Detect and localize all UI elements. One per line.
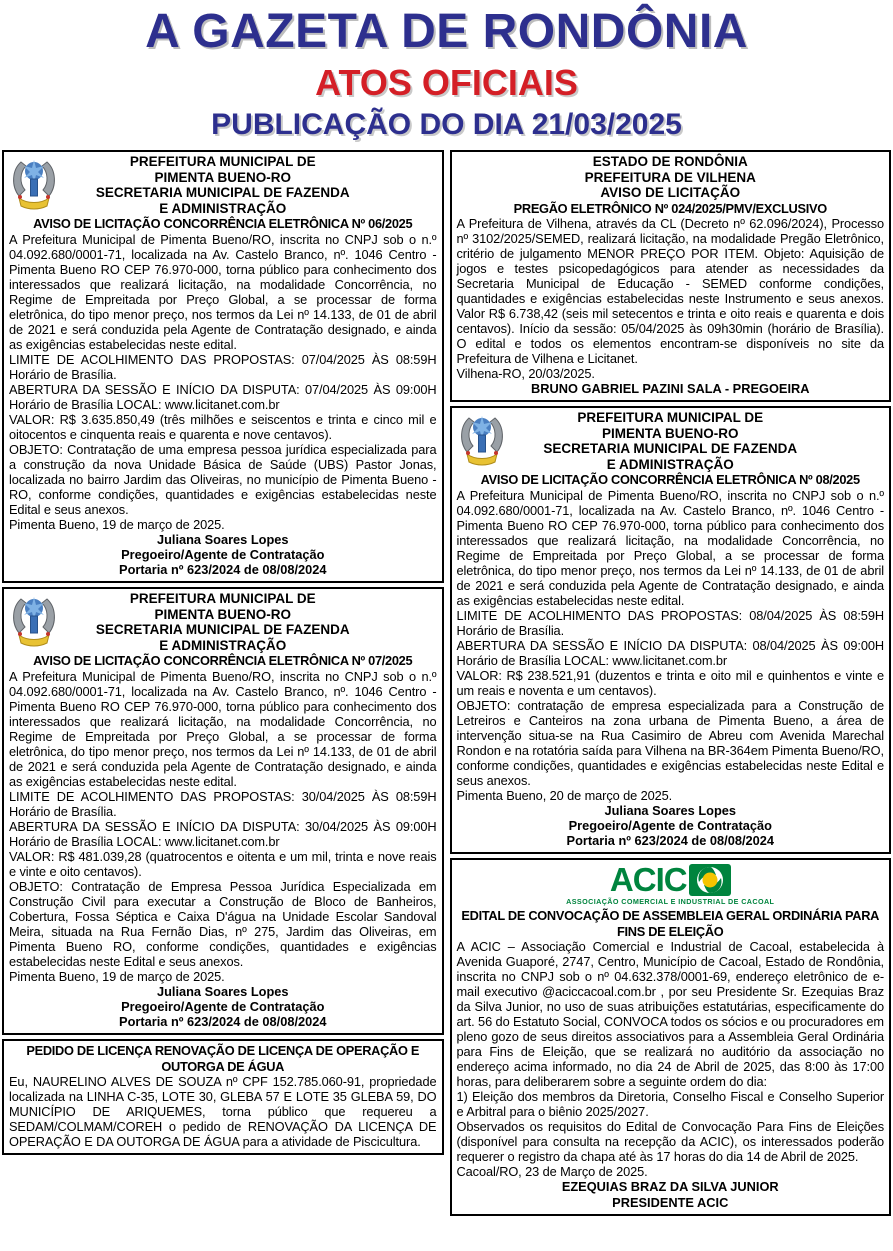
notice-paragraph: VALOR: R$ 481.039,28 (quatrocentos e oitenta e um mil, trinta e nove reais e vinte e oito centavos). — [9, 848, 437, 879]
org-line: SECRETARIA MUNICIPAL DE FAZENDA — [543, 441, 798, 457]
org-line: E ADMINISTRAÇÃO — [159, 200, 287, 216]
notice-paragraph: VALOR: R$ 3.635.850,49 (três milhões e seiscentos e trinta e cinco mil e oitocentos e cinquenta reais e quarenta e nove centavos). — [9, 411, 437, 442]
notice-paragraph: ABERTURA DA SESSÃO E INÍCIO DA DISPUTA: 07/04/2025 ÀS 09:00H Horário de Brasília LOCAL: www.licitanet.com.br — [9, 381, 437, 412]
notice-paragraph: LIMITE DE ACOLHIMENTO DAS PROPOSTAS: 07/04/2025 ÀS 08:59H Horário de Brasília. — [9, 351, 437, 382]
notice-date-line: Cacoal/RO, 23 de Março de 2025. — [456, 1164, 648, 1180]
notice-pregao-024-2025 — [450, 150, 892, 402]
notice-title: PREGÃO ELETRÔNICO Nº 024/2025/PMV/EXCLUSIVO — [513, 200, 827, 216]
notice-paragraph: OBJETO: Contratação de Empresa Pessoa Jurídica Especializada em Construção Civil para executar a Construção de Bloco de Banheiros, Cobertura, Fossa Séptica e Caixa D'água na Unidade Escolar Sandoval Meira, situada na Rua Fernão Dias, nº 275, Jardim das Oliveiras, em Pimenta Bueno RO, conforme condições, quantidades e exigências estabelecidas neste Edital e seus anexos. — [9, 878, 437, 969]
publication-dateline: PUBLICAÇÃO DO DIA 21/03/2025 — [211, 108, 682, 141]
notice-paragraph: OBJETO: contratação de empresa especializada para a Construção de Letreiros e Canteiros na zona urbana de Pimenta Bueno, a área de intervenção situa-se na Rua Casimiro de Abreu com Avenida Marechal Rondon e na rotatória saída para Vilhena na BR-364em Pimenta Bueno/RO, conforme condições, quantidades e exigências estabelecidas neste Edital e seus anexos. — [456, 697, 884, 788]
org-line: PREFEITURA MUNICIPAL DE — [129, 591, 316, 607]
org-line: E ADMINISTRAÇÃO — [606, 456, 734, 472]
signature-role: PRESIDENTE ACIC — [612, 1194, 729, 1210]
signature-portaria: Portaria nº 623/2024 de 08/08/2024 — [119, 561, 327, 577]
signature-name: Juliana Soares Lopes — [156, 531, 289, 547]
pimenta-bueno-crest-icon — [457, 412, 507, 466]
notice-paragraph: Observados os requisitos do Edital de Convocação Para Fins de Eleições (disponível para consulta na recepção da ACIC), os interessados poderão requerer o registro da chapa até às 17 horas do dia 14 de Abril de 2025. — [456, 1119, 884, 1165]
notice-licitacao-08-2025 — [450, 406, 892, 854]
acic-logo — [457, 862, 885, 908]
notice-date-line: Pimenta Bueno, 19 de março de 2025. — [9, 516, 225, 532]
notice-paragraph: A Prefeitura de Vilhena, através da CL (Decreto nº 62.096/2024), Processo nº 3102/2025/SEMED, realizará licitação, na modalidade Pregão Eletrônico, critério de julgamento MENOR PREÇO POR ITEM. Objeto: Aquisição de jogos e testes psicopedagógicos para atender as necessidades da Secretaria Municipal de Educação - SEMED conforme condições, quantidades e exigências estabelecidas neste Instrumento e seus anexos. Valor R$ 6.738,42 (seis mil setecentos e trinta e oito reais e quarenta e dois centavos). Início da sessão: 05/04/2025 às 09h30min (horário de Brasília). O edital e todos os elementos encontram-se disponíveis no site da Prefeitura de Vilhena e Licitanet. — [456, 216, 884, 366]
notice-paragraph: A ACIC – Associação Comercial e Industrial de Cacoal, estabelecida à Avenida Guaporé, 2747, Centro, Município de Cacoal, Estado de Rondônia, inscrita no CNPJ sob o nº 04.632.378/0001-69, endereço eletrônico de e-mail executivo @aciccacoal.com.br , por seu Presidente Sr. Ezequias Braz da Silva Junior, no uso de suas atribuições estatutárias, especificamente do art. 56 do Estatuto Social, CONVOCA todos os sócios e ou procuradores em pleno gozo de seus direitos associativos para a Assembleia Geral Ordinária para Fins de Eleição, que se realizará no auditório da associação no endereço acima informado, no dia 24 de Abril de 2025, das 8:00 às 17:00 horas, para deliberarem sobre a seguinte ordem do dia: — [456, 939, 884, 1090]
newspaper-title: A GAZETA DE RONDÔNIA — [145, 5, 748, 58]
org-line: PIMENTA BUENO-RO — [154, 606, 291, 622]
pimenta-bueno-crest-icon — [9, 156, 59, 210]
notice-paragraph: ABERTURA DA SESSÃO E INÍCIO DA DISPUTA: 30/04/2025 ÀS 09:00H Horário de Brasília LOCAL: www.licitanet.com.br — [9, 818, 437, 849]
notice-date-line: Vilhena-RO, 20/03/2025. — [456, 366, 595, 381]
right-column — [450, 150, 892, 1220]
signature-role: Pregoeiro/Agente de Contratação — [568, 817, 772, 833]
org-line: PIMENTA BUENO-RO — [154, 169, 291, 185]
notice-paragraph: 1) Eleição dos membros da Diretoria, Conselho Fiscal e Conselho Superior e Arbitral para o biênio 2025/2027. — [456, 1089, 884, 1120]
org-line: SECRETARIA MUNICIPAL DE FAZENDA — [95, 185, 350, 200]
signature-name: BRUNO GABRIEL PAZINI SALA - PREGOEIRA — [531, 381, 810, 396]
notice-paragraph: A Prefeitura Municipal de Pimenta Bueno/RO, inscrita no CNPJ sob o n.º 04.092.680/0001-71, localizada na Av. Castelo Branco, nº. 1046 Centro - Pimenta Bueno RO CEP 76.970-000, torna público para conhecimento dos interessados que realizará licitação, na modalidade Concorrência, no Regime de Empreitada por Preço Global, a se processar de forma eletrônica, do tipo menor preço, nos termos da Lei nº 14.133, de 01 de abril de 2021 e será conduzida pela Agente de Contratação designado, e ainda as exigências estabelecidas neste edital. — [456, 487, 884, 608]
acic-logo-text: ACIC — [609, 861, 687, 899]
org-line: PREFEITURA MUNICIPAL DE — [129, 154, 316, 169]
masthead-subtitle: ATOS OFICIAIS — [315, 62, 578, 103]
notice-title: AVISO DE LICITAÇÃO CONCORRÊNCIA ELETRÔNICA Nº 06/2025 — [33, 216, 413, 231]
org-line: ESTADO DE RONDÔNIA — [592, 154, 748, 169]
signature-name: EZEQUIAS BRAZ DA SILVA JUNIOR — [561, 1179, 779, 1195]
notice-date-line: Pimenta Bueno, 20 de março de 2025. — [456, 787, 673, 803]
notice-title: PEDIDO DE LICENÇA RENOVAÇÃO DE LICENÇA DE OPERAÇÃO E OUTORGA DE ÁGUA — [26, 1043, 420, 1074]
notice-date-line: Pimenta Bueno, 19 de março de 2025. — [9, 968, 225, 984]
notice-paragraph: ABERTURA DA SESSÃO E INÍCIO DA DISPUTA: 08/04/2025 ÀS 09:00H Horário de Brasília LOCAL: www.licitanet.com.br — [456, 637, 884, 668]
left-column — [2, 150, 444, 1159]
notice-paragraph: OBJETO: Contratação de uma empresa pessoa jurídica especializada para a construção da nova Unidade Básica de Saúde (UBS) Pastor Jonas, localizada no bairro Jardim das Oliveiras, no município de Pimenta Bueno - RO, conforme condições, quantidades e exigências estabelecidas neste Edital e seus anexos. — [9, 441, 437, 517]
signature-role: Pregoeiro/Agente de Contratação — [121, 998, 325, 1014]
notice-licitacao-07-2025 — [2, 587, 444, 1035]
org-line: AVISO DE LICITAÇÃO — [600, 185, 741, 200]
org-line: E ADMINISTRAÇÃO — [159, 637, 287, 653]
content-columns — [0, 150, 893, 1220]
notice-paragraph: Eu, NAURELINO ALVES DE SOUZA nº CPF 152.785.060-91, propriedade localizada na LINHA C-35, LOTE 30, GLEBA 57 E LOTE 35 GLEBA 59, DO MUNICÍPIO DE ARIQUEMES, torna público que requereu a SEDAM/COLMAM/COREH o pedido de RENOVAÇÃO DA LICENÇA DE OPERAÇÃO E DA OUTORGA DE ÁGUA para a atividade de Piscicultura. — [9, 1074, 437, 1150]
signature-name: Juliana Soares Lopes — [604, 802, 737, 818]
masthead — [0, 0, 893, 140]
notice-title: AVISO DE LICITAÇÃO CONCORRÊNCIA ELETRÔNICA Nº 07/2025 — [33, 653, 413, 669]
acic-emblem-icon — [689, 864, 731, 896]
notice-paragraph: A Prefeitura Municipal de Pimenta Bueno/RO, inscrita no CNPJ sob o n.º 04.092.680/0001-71, localizada na Av. Castelo Branco, nº. 1046 Centro - Pimenta Bueno RO CEP 76.970-000, torna público para conhecimento dos interessados que realizará licitação, na modalidade Concorrência, no Regime de Empreitada por Preço Global, a se processar de forma eletrônica, do tipo menor preço, nos termos da Lei nº 14.133, de 01 de abril de 2021 e será conduzida pela Agente de Contratação designado, e ainda as exigências estabelecidas neste edital. — [9, 668, 437, 789]
notice-paragraph: VALOR: R$ 238.521,91 (duzentos e trinta e oito mil e quinhentos e vinte e um reais e noventa e um centavos). — [456, 667, 884, 698]
signature-portaria: Portaria nº 623/2024 de 08/08/2024 — [119, 1014, 327, 1030]
notice-paragraph: A Prefeitura Municipal de Pimenta Bueno/RO, inscrita no CNPJ sob o n.º 04.092.680/0001-71, localizada na Av. Castelo Branco, nº. 1046 Centro - Pimenta Bueno RO CEP 76.970-000, torna público para conhecimento dos interessados que realizará licitação, na modalidade Concorrência, no Regime de Empreitada por Preço Global, a se processar de forma eletrônica, do tipo menor preço, nos termos da Lei nº 14.133, de 01 de abril de 2021 e será conduzida pela Agente de Contratação designado, e ainda as exigências estabelecidas neste edital. — [9, 231, 437, 352]
notice-paragraph: LIMITE DE ACOLHIMENTO DAS PROPOSTAS: 30/04/2025 ÀS 08:59H Horário de Brasília. — [9, 788, 437, 819]
acic-logo-tagline: ASSOCIAÇÃO COMERCIAL E INDUSTRIAL DE CACOAL — [566, 897, 775, 907]
org-line: SECRETARIA MUNICIPAL DE FAZENDA — [95, 622, 350, 638]
notice-acic-edital — [450, 858, 892, 1215]
notice-licitacao-06-2025 — [2, 150, 444, 583]
notice-title: AVISO DE LICITAÇÃO CONCORRÊNCIA ELETRÔNICA Nº 08/2025 — [480, 472, 860, 488]
org-line: PIMENTA BUENO-RO — [602, 425, 739, 441]
notice-paragraph: LIMITE DE ACOLHIMENTO DAS PROPOSTAS: 08/04/2025 ÀS 08:59H Horário de Brasília. — [456, 607, 884, 638]
notice-title: EDITAL DE CONVOCAÇÃO DE ASSEMBLEIA GERAL ORDINÁRIA PARA FINS DE ELEIÇÃO — [461, 908, 880, 939]
org-line: PREFEITURA MUNICIPAL DE — [577, 410, 764, 426]
signature-portaria: Portaria nº 623/2024 de 08/08/2024 — [566, 833, 774, 849]
org-line: PREFEITURA DE VILHENA — [584, 169, 756, 185]
signature-role: Pregoeiro/Agente de Contratação — [121, 546, 325, 562]
pimenta-bueno-crest-icon — [9, 593, 59, 647]
signature-name: Juliana Soares Lopes — [156, 983, 289, 999]
notice-pedido-licenca — [2, 1039, 444, 1155]
